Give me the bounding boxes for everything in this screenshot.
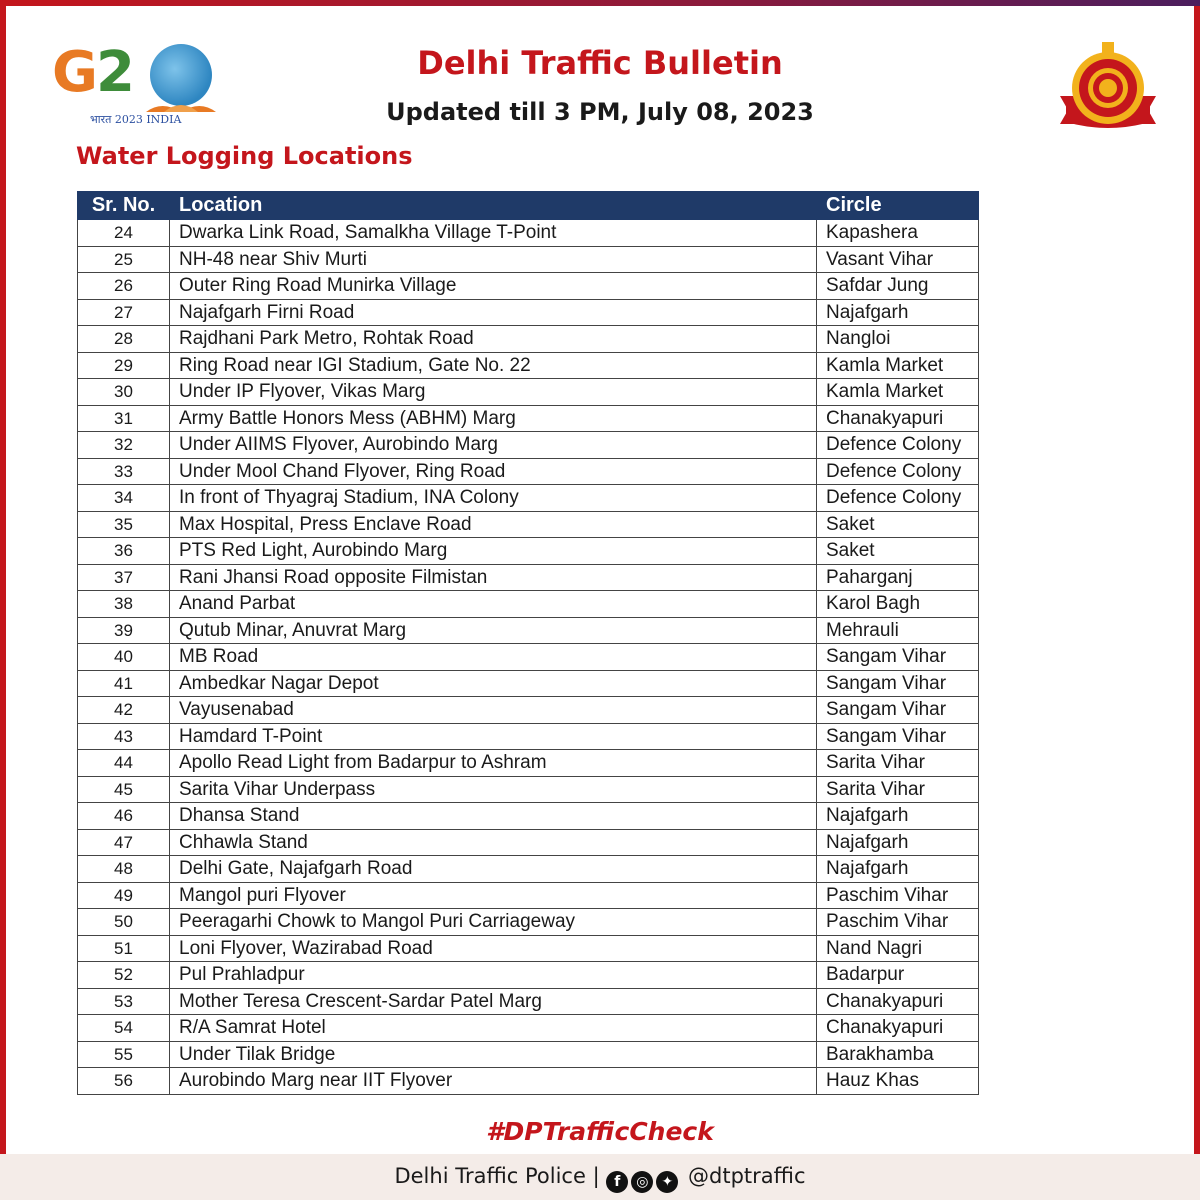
table-row — [78, 299, 979, 326]
header-circle: Circle — [817, 192, 979, 220]
circle-cell: Chanakyapuri — [817, 988, 979, 1015]
circle-cell: Najafgarh — [817, 829, 979, 856]
facebook-icon[interactable]: f — [606, 1171, 628, 1193]
sr-cell: 50 — [78, 909, 170, 936]
table-row — [78, 803, 979, 830]
table-row — [78, 776, 979, 803]
location-cell: Under AIIMS Flyover, Aurobindo Marg — [170, 432, 817, 459]
location-cell: NH-48 near Shiv Murti — [170, 246, 817, 273]
table-row — [78, 1068, 979, 1095]
sr-cell: 34 — [78, 485, 170, 512]
circle-cell: Saket — [817, 538, 979, 565]
circle-cell: Sangam Vihar — [817, 723, 979, 750]
table-row — [78, 432, 979, 459]
section-title: Water Logging Locations — [76, 142, 413, 170]
table-row — [78, 829, 979, 856]
table-row — [78, 670, 979, 697]
sr-cell: 25 — [78, 246, 170, 273]
page-subtitle: Updated till 3 PM, July 08, 2023 — [386, 98, 814, 126]
twitter-icon[interactable]: ✦ — [656, 1171, 678, 1193]
footer — [0, 1154, 1200, 1200]
table-row — [78, 909, 979, 936]
sr-cell: 49 — [78, 882, 170, 909]
location-cell: Apollo Read Light from Badarpur to Ashram — [170, 750, 817, 777]
location-cell: Under Tilak Bridge — [170, 1041, 817, 1068]
circle-cell: Nand Nagri — [817, 935, 979, 962]
table-row — [78, 882, 979, 909]
circle-cell: Sangam Vihar — [817, 697, 979, 724]
sr-cell: 42 — [78, 697, 170, 724]
table-row — [78, 697, 979, 724]
location-cell: Under Mool Chand Flyover, Ring Road — [170, 458, 817, 485]
table-row — [78, 617, 979, 644]
sr-cell: 51 — [78, 935, 170, 962]
circle-cell: Najafgarh — [817, 803, 979, 830]
sr-cell: 54 — [78, 1015, 170, 1042]
sr-cell: 38 — [78, 591, 170, 618]
circle-cell: Chanakyapuri — [817, 405, 979, 432]
location-cell: Outer Ring Road Munirka Village — [170, 273, 817, 300]
location-cell: Dhansa Stand — [170, 803, 817, 830]
location-cell: Vayusenabad — [170, 697, 817, 724]
circle-cell: Defence Colony — [817, 485, 979, 512]
circle-cell: Najafgarh — [817, 856, 979, 883]
table-row — [78, 538, 979, 565]
table-row — [78, 273, 979, 300]
table-row — [78, 220, 979, 247]
table-row — [78, 352, 979, 379]
table-row — [78, 962, 979, 989]
sr-cell: 52 — [78, 962, 170, 989]
circle-cell: Mehrauli — [817, 617, 979, 644]
location-cell: PTS Red Light, Aurobindo Marg — [170, 538, 817, 565]
location-cell: Mother Teresa Crescent-Sardar Patel Marg — [170, 988, 817, 1015]
top-border-gradient — [0, 0, 1200, 6]
location-cell: Peeragarhi Chowk to Mangol Puri Carriageway — [170, 909, 817, 936]
location-cell: Dwarka Link Road, Samalkha Village T-Point — [170, 220, 817, 247]
location-cell: Under IP Flyover, Vikas Marg — [170, 379, 817, 406]
header-sr-no: Sr. No. — [78, 192, 170, 220]
sr-cell: 56 — [78, 1068, 170, 1095]
circle-cell: Kapashera — [817, 220, 979, 247]
circle-cell: Barakhamba — [817, 1041, 979, 1068]
footer-content — [0, 1164, 1200, 1193]
sr-cell: 26 — [78, 273, 170, 300]
sr-cell: 48 — [78, 856, 170, 883]
g20-letter-g: G — [52, 40, 96, 105]
sr-cell: 46 — [78, 803, 170, 830]
circle-cell: Nangloi — [817, 326, 979, 353]
location-cell: Hamdard T-Point — [170, 723, 817, 750]
sr-cell: 24 — [78, 220, 170, 247]
table-row — [78, 246, 979, 273]
table-row — [78, 1015, 979, 1042]
circle-cell: Paharganj — [817, 564, 979, 591]
location-cell: Ambedkar Nagar Depot — [170, 670, 817, 697]
location-cell: Rani Jhansi Road opposite Filmistan — [170, 564, 817, 591]
circle-cell: Najafgarh — [817, 299, 979, 326]
circle-cell: Sangam Vihar — [817, 670, 979, 697]
instagram-icon[interactable]: ◎ — [631, 1171, 653, 1193]
circle-cell: Paschim Vihar — [817, 909, 979, 936]
location-cell: Army Battle Honors Mess (ABHM) Marg — [170, 405, 817, 432]
location-cell: Pul Prahladpur — [170, 962, 817, 989]
circle-cell: Chanakyapuri — [817, 1015, 979, 1042]
circle-cell: Hauz Khas — [817, 1068, 979, 1095]
sr-cell: 28 — [78, 326, 170, 353]
sr-cell: 30 — [78, 379, 170, 406]
page-title: Delhi Traffic Bulletin — [417, 44, 783, 82]
sr-cell: 37 — [78, 564, 170, 591]
footer-handle[interactable]: @dtptraffic — [688, 1164, 806, 1188]
sr-cell: 40 — [78, 644, 170, 671]
circle-cell: Kamla Market — [817, 352, 979, 379]
sr-cell: 39 — [78, 617, 170, 644]
g20-tagline: भारत 2023 INDIA — [90, 113, 182, 126]
table-row — [78, 856, 979, 883]
table-row — [78, 326, 979, 353]
sr-cell: 45 — [78, 776, 170, 803]
circle-cell: Sangam Vihar — [817, 644, 979, 671]
circle-cell: Safdar Jung — [817, 273, 979, 300]
footer-org: Delhi Traffic Police — [394, 1164, 586, 1188]
location-cell: Aurobindo Marg near IIT Flyover — [170, 1068, 817, 1095]
location-cell: Delhi Gate, Najafgarh Road — [170, 856, 817, 883]
location-cell: Rajdhani Park Metro, Rohtak Road — [170, 326, 817, 353]
sr-cell: 33 — [78, 458, 170, 485]
table-row — [78, 723, 979, 750]
water-logging-table — [77, 191, 979, 1095]
sr-cell: 32 — [78, 432, 170, 459]
sr-cell: 55 — [78, 1041, 170, 1068]
table-row — [78, 1041, 979, 1068]
table-body — [78, 220, 979, 1095]
table-row — [78, 750, 979, 777]
location-cell: MB Road — [170, 644, 817, 671]
sr-cell: 27 — [78, 299, 170, 326]
circle-cell: Badarpur — [817, 962, 979, 989]
table-row — [78, 564, 979, 591]
table-row — [78, 379, 979, 406]
location-cell: Sarita Vihar Underpass — [170, 776, 817, 803]
location-cell: Ring Road near IGI Stadium, Gate No. 22 — [170, 352, 817, 379]
location-cell: Chhawla Stand — [170, 829, 817, 856]
sr-cell: 35 — [78, 511, 170, 538]
sr-cell: 47 — [78, 829, 170, 856]
circle-cell: Kamla Market — [817, 379, 979, 406]
table-row — [78, 935, 979, 962]
table-row — [78, 485, 979, 512]
table-row — [78, 511, 979, 538]
sr-cell: 44 — [78, 750, 170, 777]
footer-separator: | — [592, 1164, 600, 1188]
sr-cell: 53 — [78, 988, 170, 1015]
circle-cell: Sarita Vihar — [817, 776, 979, 803]
delhi-police-emblem-icon — [1056, 38, 1160, 136]
location-cell: Najafgarh Firni Road — [170, 299, 817, 326]
sr-cell: 43 — [78, 723, 170, 750]
hashtag: #DPTrafficCheck — [486, 1117, 714, 1146]
table-row — [78, 591, 979, 618]
table-row — [78, 458, 979, 485]
sr-cell: 36 — [78, 538, 170, 565]
g20-digit-2: 2 — [95, 40, 133, 105]
sr-cell: 29 — [78, 352, 170, 379]
header-location: Location — [170, 192, 817, 220]
table-row — [78, 988, 979, 1015]
location-cell: Mangol puri Flyover — [170, 882, 817, 909]
circle-cell: Saket — [817, 511, 979, 538]
location-cell: In front of Thyagraj Stadium, INA Colony — [170, 485, 817, 512]
location-cell: Max Hospital, Press Enclave Road — [170, 511, 817, 538]
location-cell: R/A Samrat Hotel — [170, 1015, 817, 1042]
sr-cell: 31 — [78, 405, 170, 432]
circle-cell: Defence Colony — [817, 458, 979, 485]
circle-cell: Vasant Vihar — [817, 246, 979, 273]
location-cell: Qutub Minar, Anuvrat Marg — [170, 617, 817, 644]
circle-cell: Sarita Vihar — [817, 750, 979, 777]
sr-cell: 41 — [78, 670, 170, 697]
table-header-row — [78, 192, 979, 220]
table-row — [78, 644, 979, 671]
location-cell: Loni Flyover, Wazirabad Road — [170, 935, 817, 962]
location-cell: Anand Parbat — [170, 591, 817, 618]
circle-cell: Defence Colony — [817, 432, 979, 459]
table-row — [78, 405, 979, 432]
circle-cell: Paschim Vihar — [817, 882, 979, 909]
circle-cell: Karol Bagh — [817, 591, 979, 618]
